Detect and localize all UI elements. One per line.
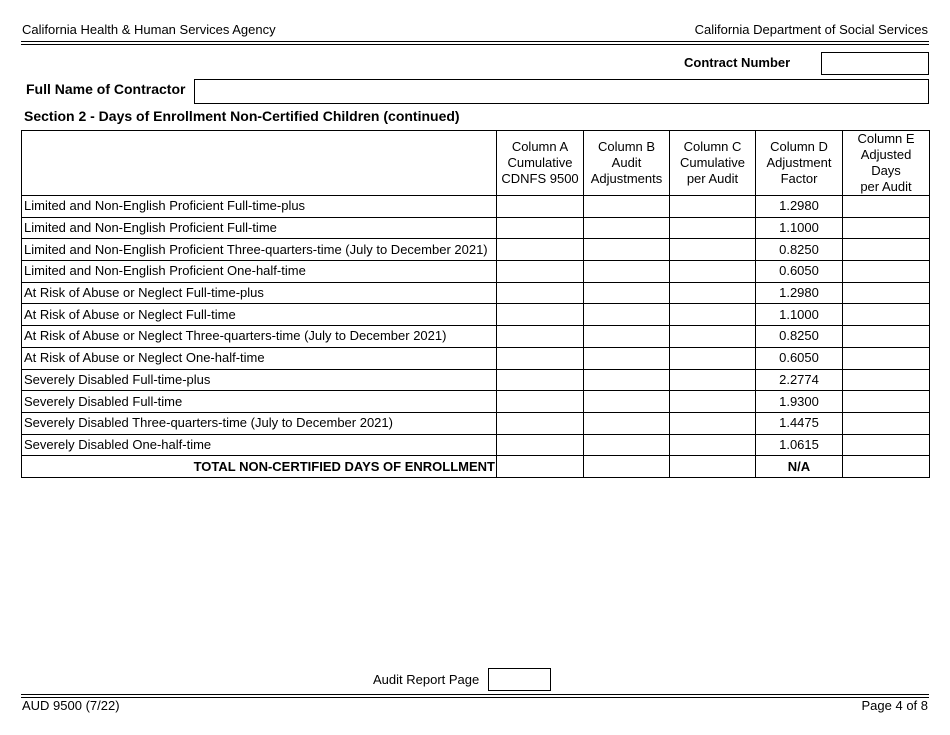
total-factor-cell: N/A <box>756 456 843 478</box>
table-row <box>22 347 930 369</box>
department-name: California Department of Social Services <box>694 22 928 37</box>
table-row <box>22 434 930 456</box>
column-e-input-cell[interactable] <box>843 217 930 239</box>
agency-name: California Health & Human Services Agency <box>22 22 276 37</box>
column-c-input-cell[interactable] <box>670 369 756 391</box>
table-row <box>22 217 930 239</box>
table-row <box>22 261 930 283</box>
adjustment-factor-cell: 0.6050 <box>756 347 843 369</box>
adjustment-factor-cell: 1.2980 <box>756 196 843 218</box>
row-label: At Risk of Abuse or Neglect Full-time <box>22 304 497 326</box>
adjustment-factor-cell: 1.0615 <box>756 434 843 456</box>
column-a-input-cell[interactable] <box>497 304 584 326</box>
adjustment-factor-cell: 0.8250 <box>756 326 843 348</box>
column-b-input-cell[interactable] <box>584 282 670 304</box>
page-number: Page 4 of 8 <box>861 698 928 713</box>
audit-report-page-field[interactable] <box>488 668 551 691</box>
header-category <box>22 131 497 196</box>
column-a-input-cell[interactable] <box>497 239 584 261</box>
column-a-input-cell[interactable] <box>497 347 584 369</box>
table-row <box>22 369 930 391</box>
column-b-input-cell[interactable] <box>584 326 670 348</box>
full-name-field[interactable] <box>194 79 929 104</box>
total-column-e-cell[interactable] <box>843 456 930 478</box>
column-a-input-cell[interactable] <box>497 282 584 304</box>
column-b-input-cell[interactable] <box>584 412 670 434</box>
total-column-a-cell[interactable] <box>497 456 584 478</box>
column-a-input-cell[interactable] <box>497 261 584 283</box>
column-b-input-cell[interactable] <box>584 304 670 326</box>
enrollment-table <box>21 130 930 478</box>
row-label: Limited and Non-English Proficient Three-quarters-time (July to December 2021) <box>22 239 497 261</box>
adjustment-factor-cell: 1.4475 <box>756 412 843 434</box>
column-e-input-cell[interactable] <box>843 391 930 413</box>
column-b-input-cell[interactable] <box>584 434 670 456</box>
column-a-input-cell[interactable] <box>497 326 584 348</box>
table-row <box>22 326 930 348</box>
total-label: TOTAL NON-CERTIFIED DAYS OF ENROLLMENT <box>22 456 497 478</box>
column-c-input-cell[interactable] <box>670 434 756 456</box>
header-column-c: Column C Cumulative per Audit <box>670 131 756 196</box>
table-row <box>22 391 930 413</box>
audit-report-page-label: Audit Report Page <box>373 672 480 687</box>
column-a-input-cell[interactable] <box>497 369 584 391</box>
column-b-input-cell[interactable] <box>584 239 670 261</box>
row-label: Severely Disabled Full-time-plus <box>22 369 497 391</box>
form-id: AUD 9500 (7/22) <box>22 698 120 713</box>
row-label: Severely Disabled Three-quarters-time (July to December 2021) <box>22 412 497 434</box>
column-c-input-cell[interactable] <box>670 196 756 218</box>
column-e-input-cell[interactable] <box>843 369 930 391</box>
column-b-input-cell[interactable] <box>584 261 670 283</box>
row-label: Limited and Non-English Proficient One-half-time <box>22 261 497 283</box>
table-header-row <box>22 131 930 196</box>
column-e-input-cell[interactable] <box>843 412 930 434</box>
row-label: Limited and Non-English Proficient Full-time-plus <box>22 196 497 218</box>
header-column-a: Column A Cumulative CDNFS 9500 <box>497 131 584 196</box>
header-rule-top <box>21 41 929 42</box>
column-c-input-cell[interactable] <box>670 391 756 413</box>
contract-number-field[interactable] <box>821 52 929 75</box>
row-label: At Risk of Abuse or Neglect One-half-time <box>22 347 497 369</box>
header-rule-bottom <box>21 44 929 45</box>
row-label: Limited and Non-English Proficient Full-time <box>22 217 497 239</box>
header-column-e: Column E Adjusted Days per Audit <box>843 131 930 196</box>
column-a-input-cell[interactable] <box>497 391 584 413</box>
column-c-input-cell[interactable] <box>670 326 756 348</box>
column-a-input-cell[interactable] <box>497 196 584 218</box>
column-c-input-cell[interactable] <box>670 261 756 283</box>
column-e-input-cell[interactable] <box>843 196 930 218</box>
adjustment-factor-cell: 0.6050 <box>756 261 843 283</box>
column-c-input-cell[interactable] <box>670 412 756 434</box>
column-b-input-cell[interactable] <box>584 217 670 239</box>
adjustment-factor-cell: 1.2980 <box>756 282 843 304</box>
contract-number-label: Contract Number <box>684 55 791 70</box>
section-title: Section 2 - Days of Enrollment Non-Certified Children (continued) <box>24 108 460 124</box>
header-column-b: Column B Audit Adjustments <box>584 131 670 196</box>
column-c-input-cell[interactable] <box>670 282 756 304</box>
table-row <box>22 412 930 434</box>
adjustment-factor-cell: 2.2774 <box>756 369 843 391</box>
column-a-input-cell[interactable] <box>497 412 584 434</box>
row-label: At Risk of Abuse or Neglect Full-time-plus <box>22 282 497 304</box>
table-row <box>22 304 930 326</box>
column-e-input-cell[interactable] <box>843 239 930 261</box>
row-label: At Risk of Abuse or Neglect Three-quarters-time (July to December 2021) <box>22 326 497 348</box>
column-e-input-cell[interactable] <box>843 434 930 456</box>
full-name-label: Full Name of Contractor <box>26 81 186 97</box>
column-a-input-cell[interactable] <box>497 434 584 456</box>
row-label: Severely Disabled Full-time <box>22 391 497 413</box>
column-e-input-cell[interactable] <box>843 304 930 326</box>
column-e-input-cell[interactable] <box>843 282 930 304</box>
adjustment-factor-cell: 1.1000 <box>756 304 843 326</box>
adjustment-factor-cell: 1.1000 <box>756 217 843 239</box>
column-e-input-cell[interactable] <box>843 326 930 348</box>
column-b-input-cell[interactable] <box>584 196 670 218</box>
total-column-c-cell[interactable] <box>670 456 756 478</box>
column-e-input-cell[interactable] <box>843 261 930 283</box>
column-e-input-cell[interactable] <box>843 347 930 369</box>
row-label: Severely Disabled One-half-time <box>22 434 497 456</box>
column-b-input-cell[interactable] <box>584 369 670 391</box>
column-c-input-cell[interactable] <box>670 239 756 261</box>
adjustment-factor-cell: 1.9300 <box>756 391 843 413</box>
adjustment-factor-cell: 0.8250 <box>756 239 843 261</box>
table-row <box>22 239 930 261</box>
column-b-input-cell[interactable] <box>584 391 670 413</box>
table-row <box>22 196 930 218</box>
column-c-input-cell[interactable] <box>670 347 756 369</box>
total-column-b-cell[interactable] <box>584 456 670 478</box>
footer-rule-top <box>21 694 929 695</box>
footer-rule-bottom <box>21 697 929 698</box>
column-a-input-cell[interactable] <box>497 217 584 239</box>
column-c-input-cell[interactable] <box>670 304 756 326</box>
table-row <box>22 282 930 304</box>
header-column-d: Column D Adjustment Factor <box>756 131 843 196</box>
column-c-input-cell[interactable] <box>670 217 756 239</box>
total-row <box>22 456 930 478</box>
column-b-input-cell[interactable] <box>584 347 670 369</box>
